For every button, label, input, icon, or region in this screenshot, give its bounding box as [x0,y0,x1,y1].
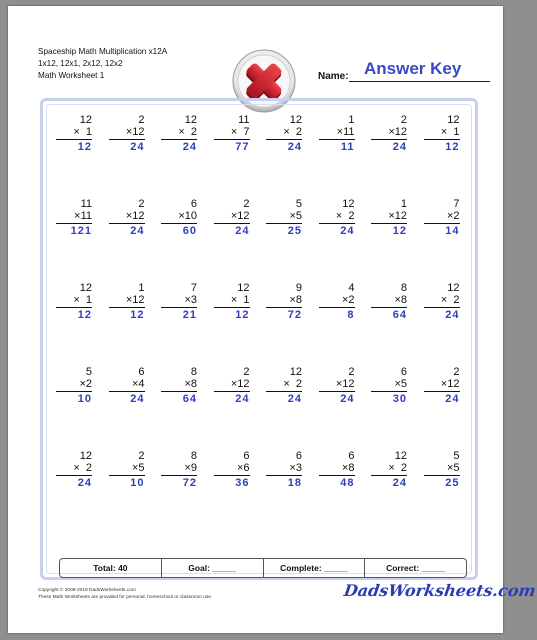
problem-top-number: 5 [85,366,92,378]
problem-3 [161,114,197,198]
dadsworksheets-logo: DadsWorksheets.com [342,581,537,600]
problem-multiplier: ×12 [125,294,145,306]
problem-36 [214,450,250,534]
problem-top-number: 2 [453,366,460,378]
problem-answer: 14 [445,225,460,237]
goal-cell: Goal: _____ [162,559,264,577]
problem-top-number: 8 [400,282,407,294]
problem-multiplier: ×12 [335,378,355,390]
problem-multiplier: × 1 [73,294,92,306]
problem-answer: 24 [130,141,145,153]
problem-top-number: 12 [237,282,250,294]
problem-answer: 24 [340,393,355,405]
problem-10 [109,198,145,282]
name-underline [349,81,490,82]
problem-answer: 21 [182,309,197,321]
problem-multiplier: × 7 [230,126,250,138]
problem-answer: 64 [182,393,197,405]
problem-20 [214,282,250,366]
problem-top-number: 2 [138,114,145,126]
problem-top-number: 2 [348,366,355,378]
problem-top-number: 6 [190,198,197,210]
problem-multiplier: ×12 [125,210,145,222]
problem-answer: 11 [340,141,355,153]
problem-multiplier: ×8 [394,294,407,306]
problem-multiplier: ×12 [388,210,407,222]
problem-multiplier: ×12 [388,126,407,138]
problem-top-number: 12 [79,282,92,294]
problem-answer: 24 [392,477,407,489]
problem-top-number: 7 [453,198,460,210]
problem-multiplier: × 2 [178,126,197,138]
problem-top-number: 5 [453,450,460,462]
problem-answer: 24 [392,141,407,153]
problem-multiplier: × 2 [335,210,355,222]
problem-12 [214,198,250,282]
problem-multiplier: ×8 [289,294,302,306]
problem-27 [161,366,197,450]
problem-35 [161,450,197,534]
problem-28 [214,366,250,450]
problem-multiplier: × 2 [283,378,302,390]
problem-top-number: 12 [289,366,302,378]
problem-answer: 72 [182,477,197,489]
problem-15 [371,198,407,282]
problem-top-number: 6 [295,450,302,462]
problem-multiplier: ×6 [236,462,250,474]
problem-multiplier: ×2 [446,210,460,222]
problem-answer: 24 [287,393,302,405]
problem-top-number: 2 [138,198,145,210]
problem-answer: 24 [235,393,250,405]
score-summary [59,558,467,578]
problem-answer: 25 [287,225,302,237]
problem-top-number: 2 [138,450,145,462]
answer-key-label: Answer Key [364,59,462,78]
problem-top-number: 2 [243,366,250,378]
problem-answer: 12 [77,309,92,321]
problem-multiplier: ×2 [341,294,355,306]
problem-top-number: 6 [348,450,355,462]
problem-answer: 24 [445,393,460,405]
problem-answer: 12 [130,309,145,321]
problem-8 [424,114,460,198]
problem-21 [266,282,302,366]
problem-answer: 30 [392,393,407,405]
problem-multiplier: ×12 [440,378,460,390]
problem-answer: 24 [445,309,460,321]
problem-answer: 36 [235,477,250,489]
problem-top-number: 6 [138,366,145,378]
problem-answer: 10 [130,477,145,489]
problem-top-number: 4 [348,282,355,294]
problem-answer: 77 [235,141,250,153]
worksheet-page [8,6,537,633]
problem-25 [56,366,92,450]
problem-22 [319,282,355,366]
problem-top-number: 8 [190,450,197,462]
problem-11 [161,198,197,282]
problem-answer: 25 [445,477,460,489]
problem-multiplier: ×12 [125,126,145,138]
problem-answer: 12 [445,141,460,153]
problem-answer: 12 [235,309,250,321]
problem-top-number: 5 [295,198,302,210]
problem-top-number: 12 [79,114,92,126]
problem-34 [109,450,145,534]
problem-2 [109,114,145,198]
problem-top-number: 6 [243,450,250,462]
problem-30 [319,366,355,450]
problem-multiplier: ×3 [289,462,302,474]
problem-37 [266,450,302,534]
problem-top-number: 2 [400,114,407,126]
problem-multiplier: ×8 [184,378,197,390]
problem-16 [424,198,460,282]
problem-multiplier: ×2 [79,378,92,390]
problem-answer: 10 [77,393,92,405]
problem-19 [161,282,197,366]
problem-multiplier: × 1 [440,126,460,138]
problem-18 [109,282,145,366]
problem-17 [56,282,92,366]
problem-top-number: 12 [342,198,355,210]
problem-4 [214,114,250,198]
problem-multiplier: ×5 [289,210,302,222]
problem-multiplier: ×9 [184,462,197,474]
complete-cell: Complete: _____ [264,559,366,577]
problem-31 [371,366,407,450]
problem-multiplier: ×12 [230,210,250,222]
problem-multiplier: ×12 [230,378,250,390]
problem-answer: 64 [392,309,407,321]
problem-top-number: 8 [190,366,197,378]
problem-top-number: 2 [243,198,250,210]
problem-answer: 12 [77,141,92,153]
problem-answer: 24 [182,141,197,153]
footer-text [38,587,212,601]
problem-top-number: 9 [295,282,302,294]
problem-answer: 121 [70,225,92,237]
problem-6 [319,114,355,198]
problem-multiplier: ×10 [178,210,197,222]
problems-grid [52,114,472,534]
total-cell: Total: 40 [60,559,162,577]
problem-38 [319,450,355,534]
problem-answer: 48 [340,477,355,489]
problem-23 [371,282,407,366]
problem-top-number: 11 [80,198,92,210]
problem-top-number: 11 [238,114,250,126]
problem-multiplier: × 1 [73,126,92,138]
problem-answer: 24 [77,477,92,489]
problem-multiplier: ×5 [394,378,407,390]
problem-top-number: 12 [394,450,407,462]
problem-top-number: 1 [138,282,145,294]
name-label: Name: [318,71,349,82]
worksheet-title: Spaceship Math Multiplication x12A [38,47,168,56]
worksheet-title-block [38,46,167,82]
problem-1 [56,114,92,198]
problem-multiplier: ×11 [74,210,92,222]
copyright-text: Copyright © 2008-2019 DadsWorksheets.com [38,588,136,593]
problem-top-number: 7 [190,282,197,294]
problem-top-number: 1 [348,114,355,126]
problem-top-number: 12 [184,114,197,126]
problem-29 [266,366,302,450]
problem-multiplier: × 1 [230,294,250,306]
problem-multiplier: × 2 [388,462,407,474]
worksheet-facts: 1x12, 12x1, 2x12, 12x2 [38,59,123,68]
problem-top-number: 12 [289,114,302,126]
problem-24 [424,282,460,366]
problem-multiplier: ×4 [131,378,145,390]
problem-multiplier: × 2 [440,294,460,306]
problem-answer: 24 [130,393,145,405]
problem-top-number: 1 [400,198,407,210]
problem-answer: 24 [235,225,250,237]
problem-32 [424,366,460,450]
correct-cell: Correct: _____ [386,563,446,573]
problem-top-number: 12 [447,114,460,126]
problem-multiplier: × 2 [73,462,92,474]
problem-multiplier: ×5 [446,462,460,474]
problem-top-number: 12 [447,282,460,294]
problem-multiplier: ×8 [341,462,355,474]
worksheet-number: Math Worksheet 1 [38,71,105,80]
problem-answer: 8 [347,309,355,321]
problem-26 [109,366,145,450]
problem-answer: 72 [287,309,302,321]
problem-answer: 18 [287,477,302,489]
problem-13 [266,198,302,282]
problem-33 [56,450,92,534]
problem-answer: 24 [287,141,302,153]
problem-multiplier: ×11 [336,126,355,138]
problem-multiplier: ×5 [131,462,145,474]
problem-14 [319,198,355,282]
problem-top-number: 6 [400,366,407,378]
problem-answer: 60 [182,225,197,237]
problem-9 [56,198,92,282]
problem-answer: 24 [130,225,145,237]
name-field [308,56,493,82]
problem-40 [424,450,460,534]
problem-multiplier: ×3 [184,294,197,306]
usage-notice: These Math Worksheets are provided for personal, homeschool or classroom use. [38,595,213,600]
problem-answer: 12 [392,225,407,237]
problem-answer: 24 [340,225,355,237]
problem-7 [371,114,407,198]
problem-top-number: 12 [79,450,92,462]
problem-39 [371,450,407,534]
problem-5 [266,114,302,198]
problem-multiplier: × 2 [283,126,302,138]
